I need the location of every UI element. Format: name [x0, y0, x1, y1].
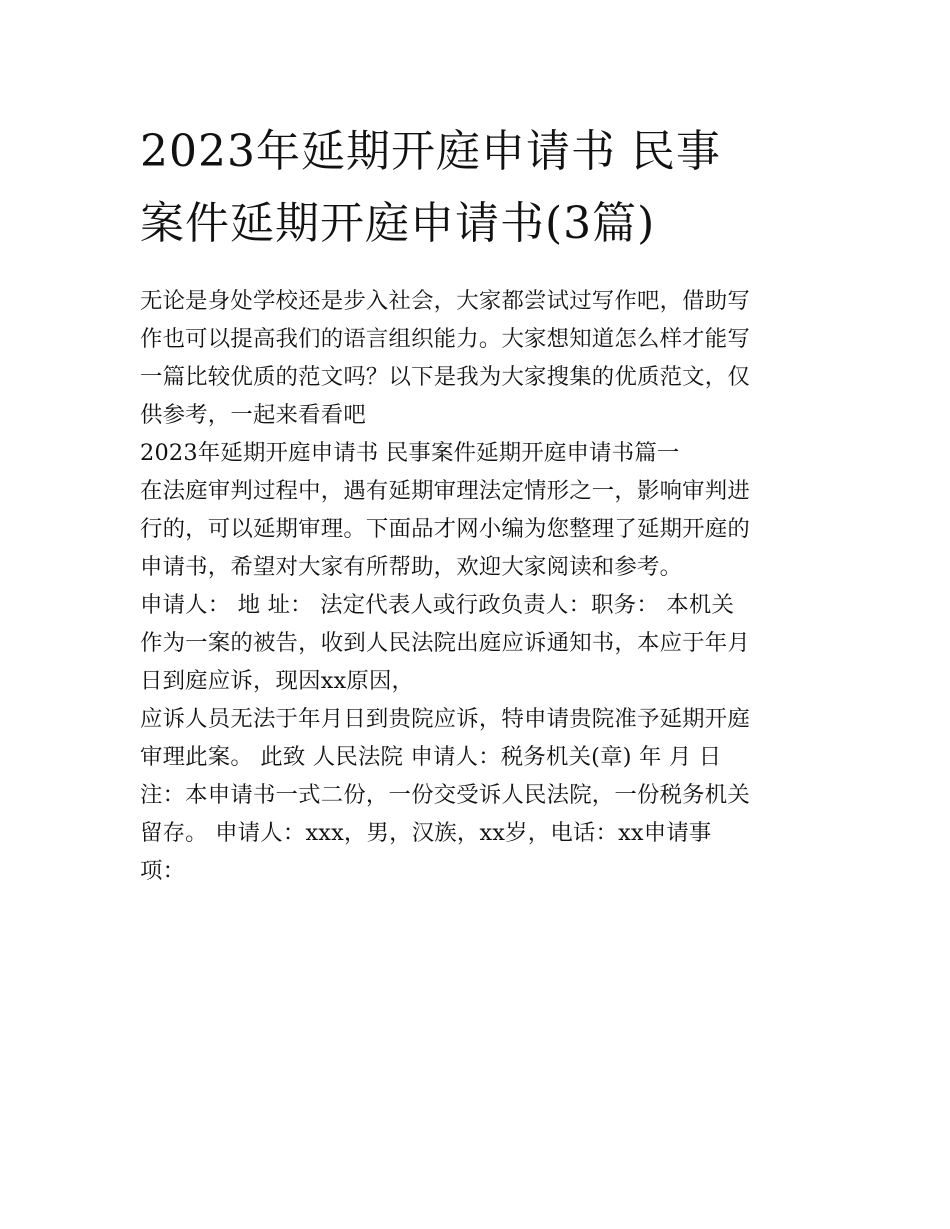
text-line: 注：本申请书一式二份，一份交受诉人民法院，一份税务机关: [140, 782, 750, 808]
paragraph-background: [140, 472, 812, 586]
text-line: 项：: [140, 858, 186, 884]
paragraph-request: [140, 700, 812, 890]
document-body: [140, 282, 812, 890]
text-line: 2023年延期开庭申请书 民事案件延期开庭申请书篇一: [140, 440, 680, 466]
section-heading: [140, 434, 812, 472]
text-line: 审理此案。 此致 人民法院 申请人：税务机关(章) 年 月 日: [140, 744, 722, 770]
title-line-1: 2023年延期开庭申请书 民事: [140, 126, 721, 177]
text-line: 申请人： 地 址： 法定代表人或行政负责人：职务： 本机关: [140, 592, 735, 618]
text-line: 作为一案的被告，收到人民法院出庭应诉通知书，本应于年月: [140, 630, 750, 656]
text-line: 行的，可以延期审理。下面品才网小编为您整理了延期开庭的: [140, 516, 750, 542]
document-title: [140, 116, 820, 260]
text-line: 留存。 申请人：xxx，男，汉族，xx岁，电话：xx申请事: [140, 820, 712, 846]
text-line: 供参考，一起来看看吧: [140, 402, 366, 428]
text-line: 日到庭应诉，现因xx原因，: [140, 668, 415, 694]
text-line: 申请书，希望对大家有所帮助，欢迎大家阅读和参考。: [140, 554, 683, 580]
text-line: 应诉人员无法于年月日到贵院应诉，特申请贵院准予延期开庭: [140, 706, 750, 732]
paragraph-intro: [140, 282, 812, 434]
text-line: 一篇比较优质的范文吗？以下是我为大家搜集的优质范文，仅: [140, 364, 750, 390]
paragraph-applicant: [140, 586, 812, 700]
text-line: 在法庭审判过程中，遇有延期审理法定情形之一，影响审判进: [140, 478, 750, 504]
title-line-2: 案件延期开庭申请书(3篇): [140, 198, 656, 249]
text-line: 作也可以提高我们的语言组织能力。大家想知道怎么样才能写: [140, 326, 750, 352]
text-line: 无论是身处学校还是步入社会，大家都尝试过写作吧，借助写: [140, 288, 750, 314]
